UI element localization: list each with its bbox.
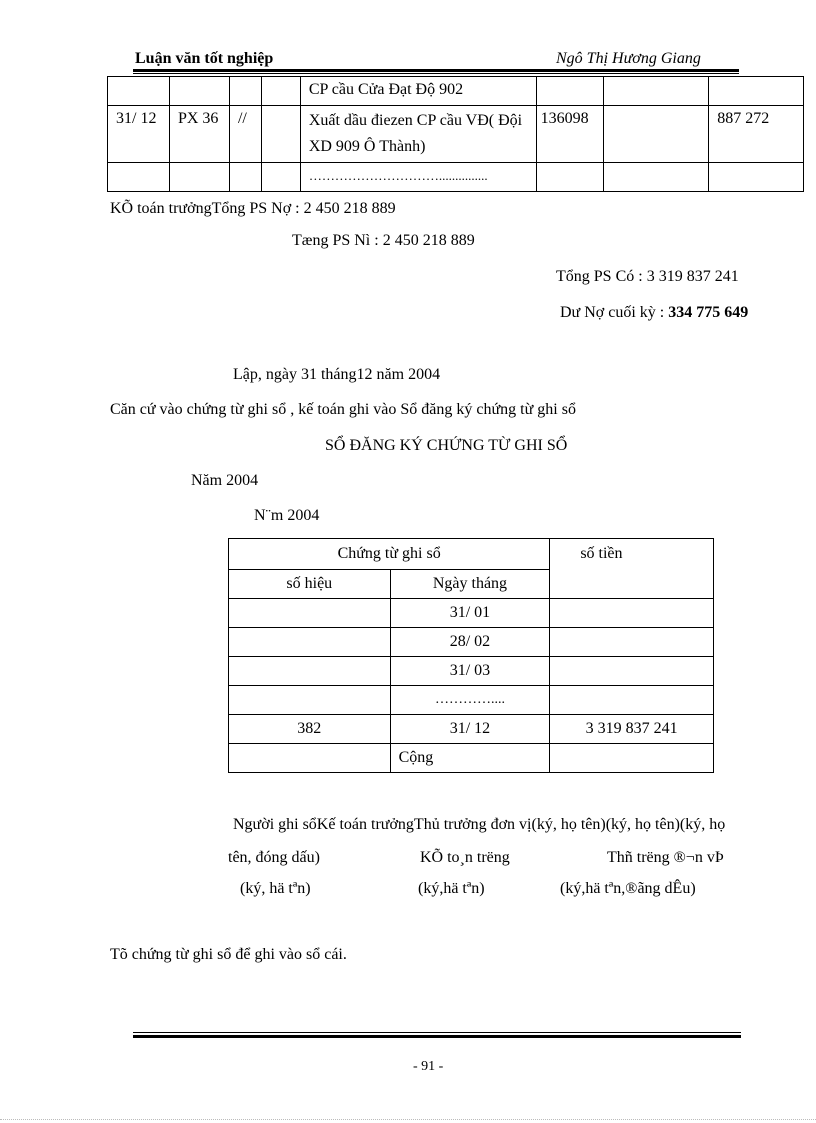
table-row: [229, 686, 714, 715]
footer-rule-thin: [133, 1032, 741, 1033]
column-header-voucher: Chứng từ ghi sổ: [229, 539, 550, 570]
table-cell: [229, 77, 261, 106]
table-cell: [536, 77, 603, 106]
document-header-title: Luận văn tốt nghiệp: [135, 50, 274, 67]
cell-date: 31/ 03: [390, 657, 550, 686]
table-cell: Xuất dầu điezen CP cầu VĐ( Đội XD 909 Ô Thành): [300, 106, 536, 163]
table-cell: [108, 77, 170, 106]
column-header-number: số hiệu: [229, 570, 391, 599]
cell-amount: [550, 744, 714, 773]
page-number: - 91 -: [413, 1059, 444, 1074]
table-row: [229, 599, 714, 628]
table-cell: [108, 163, 170, 192]
table-cell: 887 272: [709, 106, 804, 163]
cell-number: [229, 628, 391, 657]
cell-amount: [550, 686, 714, 715]
cell-number: [229, 744, 391, 773]
intro-line: Căn cứ vào chứng từ ghi sổ , kế toán ghi vào Sổ đăng ký chứng từ ghi sổ: [110, 401, 576, 418]
signature-note-b: (ký,hä tªn): [418, 880, 485, 897]
summary-total-debit: KÕ toán trưởngTổng PS Nợ : 2 450 218 889: [110, 200, 396, 217]
table-cell: [603, 77, 709, 106]
year-line: Năm 2004: [191, 472, 259, 489]
register-table: [228, 538, 714, 773]
signature-line: Người ghi sổKế toán trưởngThủ trưởng đơn vị(ký, họ tên)(ký, họ tên)(ký, họ: [233, 816, 726, 833]
table-cell: [169, 77, 229, 106]
table-cell: [261, 106, 300, 163]
table-row: [229, 657, 714, 686]
signature-sub-b: KÕ to¸n trëng: [420, 849, 510, 866]
ledger-table: [107, 76, 804, 192]
table-row: [108, 106, 804, 163]
cell-amount: [550, 657, 714, 686]
table-cell: 31/ 12: [108, 106, 170, 163]
cell-date: 28/ 02: [390, 628, 550, 657]
closing-line: Tõ chứng từ ghi sổ để ghi vào sổ cái.: [110, 946, 347, 963]
page-edge-divider: [0, 1119, 816, 1120]
table-row: [108, 77, 804, 106]
table-total-row: [229, 744, 714, 773]
signature-note-a: (ký, hä tªn): [240, 880, 311, 897]
cell-amount: 3 319 837 241: [550, 715, 714, 744]
document-header-author: Ngô Thị Hương Giang: [556, 50, 701, 67]
column-header-date: Ngày tháng: [390, 570, 550, 599]
table-cell: [536, 163, 603, 192]
cell-date: 31/ 12: [390, 715, 550, 744]
table-cell: 136098: [536, 106, 603, 163]
closing-balance-value: 334 775 649: [668, 304, 749, 321]
table-cell: [709, 77, 804, 106]
cell-number: [229, 657, 391, 686]
table-row: [108, 163, 804, 192]
cell-number: 382: [229, 715, 391, 744]
summary-closing-balance: [560, 304, 748, 322]
summary-total-debit-garbled: Tæng PS Nì : 2 450 218 889: [292, 232, 475, 249]
table-cell: [709, 163, 804, 192]
register-title: SỔ ĐĂNG KÝ CHỨNG TỪ GHI SỔ: [325, 437, 568, 454]
signature-sub-c: Thñ trëng ®¬n vÞ: [607, 849, 724, 866]
header-rule-thin: [133, 73, 739, 74]
total-label: Cộng: [390, 744, 550, 773]
cell-number: [229, 599, 391, 628]
table-cell: [169, 163, 229, 192]
table-cell: …………………………...............: [300, 163, 536, 192]
table-row: [229, 715, 714, 744]
closing-balance-label: Dư Nợ cuối kỳ :: [560, 304, 669, 321]
table-row: [229, 628, 714, 657]
table-header-row: [229, 539, 714, 570]
table-cell: [261, 77, 300, 106]
table-cell: CP cầu Cửa Đạt Độ 902: [300, 77, 536, 106]
cell-number: [229, 686, 391, 715]
table-cell: [229, 163, 261, 192]
table-cell: PX 36: [169, 106, 229, 163]
table-cell: //: [229, 106, 261, 163]
table-cell: [603, 106, 709, 163]
table-cell: [603, 163, 709, 192]
column-header-amount: số tiền: [550, 539, 714, 599]
header-rule-thick: [133, 69, 739, 72]
signature-sub-a: tên, đóng dấu): [228, 849, 320, 866]
footer-rule-thick: [133, 1035, 741, 1038]
summary-total-credit: Tổng PS Có : 3 319 837 241: [556, 268, 739, 285]
signature-note-c: (ký,hä tªn,®ãng dÊu): [560, 880, 696, 897]
cell-amount: [550, 628, 714, 657]
cell-amount: [550, 599, 714, 628]
year-line-garbled: N¨m 2004: [254, 507, 320, 524]
cell-date: …………....: [390, 686, 550, 715]
date-line: Lập, ngày 31 tháng12 năm 2004: [233, 366, 441, 383]
cell-date: 31/ 01: [390, 599, 550, 628]
table-cell: [261, 163, 300, 192]
